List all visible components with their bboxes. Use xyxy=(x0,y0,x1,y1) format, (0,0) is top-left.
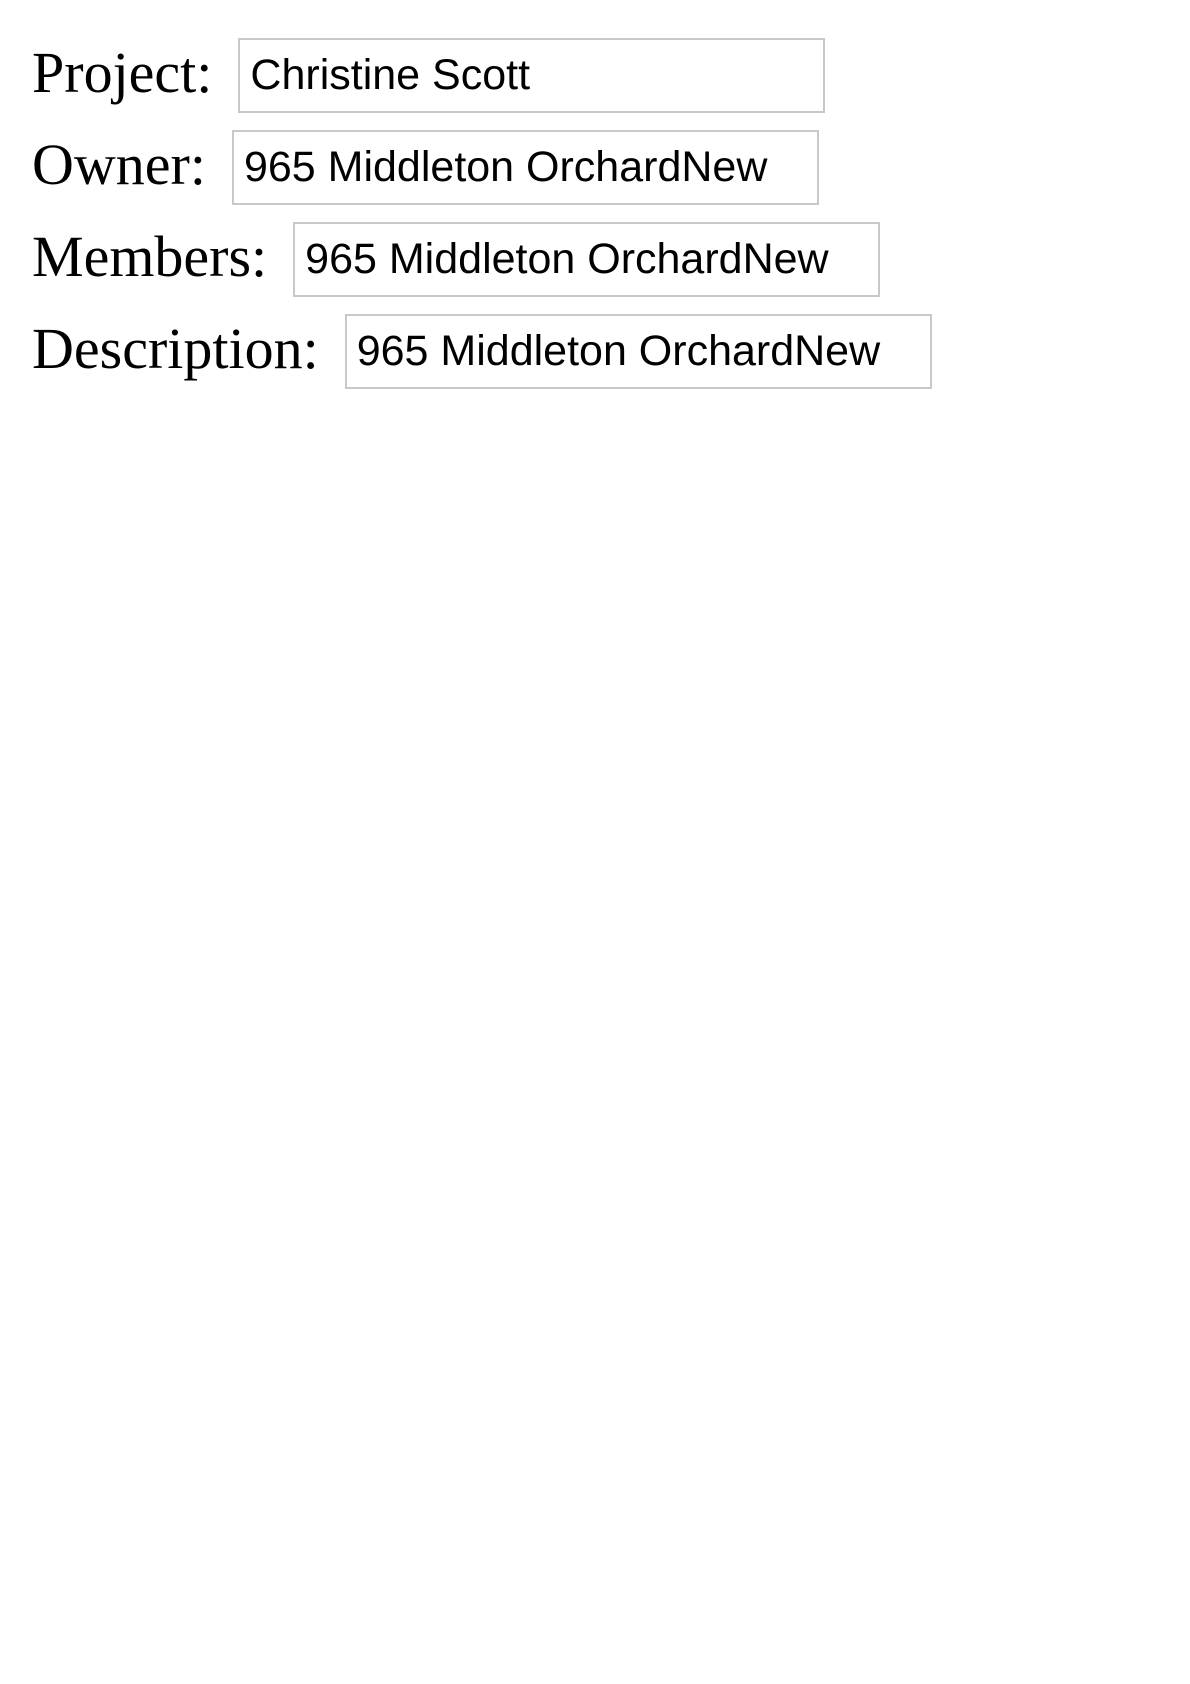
project-input[interactable] xyxy=(238,38,825,113)
description-row xyxy=(32,314,1152,389)
members-label: Members: xyxy=(32,223,268,289)
owner-row xyxy=(32,130,1152,205)
members-input[interactable] xyxy=(293,222,880,297)
project-row xyxy=(32,38,1152,113)
project-label: Project: xyxy=(32,39,213,105)
owner-input[interactable] xyxy=(232,130,819,205)
members-row xyxy=(32,222,1152,297)
owner-label: Owner: xyxy=(32,131,206,197)
description-label: Description: xyxy=(32,315,319,381)
description-input[interactable] xyxy=(345,314,932,389)
project-form xyxy=(32,38,1152,406)
